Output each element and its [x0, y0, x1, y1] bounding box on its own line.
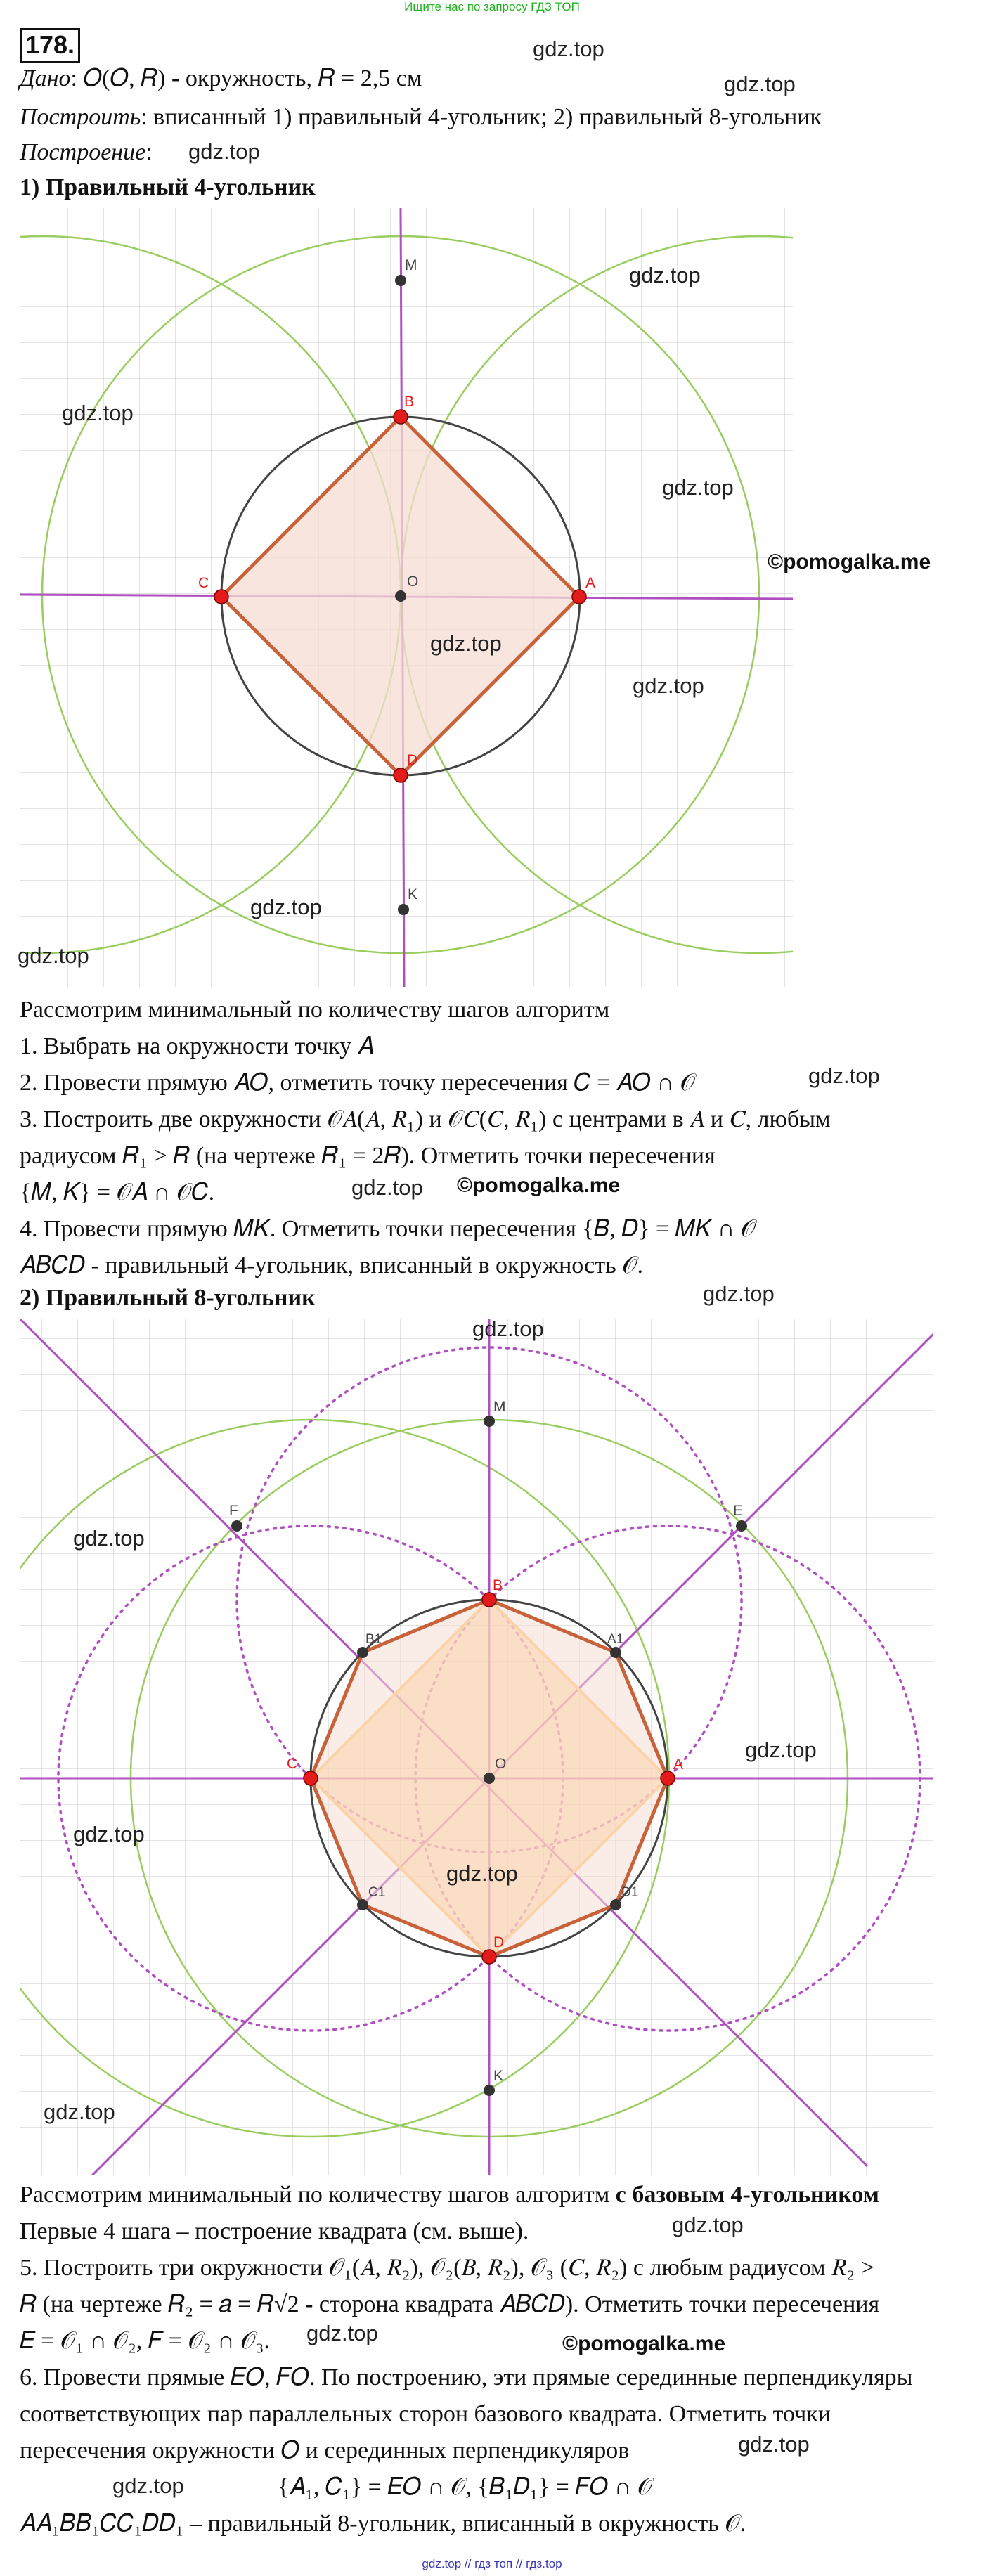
s2-line-5: соответствующих пар параллельных сторон базового квадрата. Отметить точки: [20, 2401, 831, 2427]
construction-colon: :: [145, 139, 153, 165]
watermark: gdz.top: [188, 139, 260, 164]
problem-number: 178.: [20, 28, 80, 63]
pomogalka-watermark: ©pomogalka.me: [562, 2332, 726, 2355]
given-text: : 𝑂(𝑂, 𝑅) - окружность, 𝑅 = 2,5 см: [70, 65, 422, 91]
watermark: gdz.top: [73, 1526, 145, 1551]
s2-line-3: 𝐸 = 𝒪₁ ∩ 𝒪₂, 𝐹 = 𝒪₂ ∩ 𝒪₃.: [20, 2328, 270, 2354]
watermark: gdz.top: [446, 1861, 518, 1886]
s2-line-0: Первые 4 шага – построение квадрата (см. выше).: [20, 2218, 529, 2244]
label-b: B: [404, 394, 415, 410]
construct-label: Построить: [20, 104, 141, 130]
watermark: gdz.top: [672, 2213, 744, 2237]
label-d1: D1: [621, 1885, 639, 1900]
label-o: O: [407, 574, 419, 590]
watermark: gdz.top: [703, 1281, 775, 1306]
watermark: gdz.top: [306, 2321, 378, 2345]
point-c1: [357, 1899, 368, 1910]
s2-intro: [20, 2180, 879, 2211]
watermark: gdz.top: [745, 1737, 817, 1762]
point-a: [572, 590, 586, 604]
figure-square: [20, 208, 793, 987]
label-e: E: [733, 1503, 744, 1519]
point-d-2: [482, 1950, 496, 1964]
s2-line-4: 6. Провести прямые 𝐸𝑂, 𝐹𝑂. По построению, эти прямые серединные перпендикуляры: [20, 2364, 913, 2390]
watermark: gdz.top: [250, 895, 322, 919]
s1-line-2: 2. Провести прямую 𝐴𝑂, отметить точку пересечения 𝐶 = 𝐴𝑂 ∩ 𝒪: [20, 1070, 695, 1096]
point-a-2: [661, 1771, 675, 1785]
label-a: A: [585, 575, 596, 591]
point-a1: [610, 1647, 621, 1658]
watermark: gdz.top: [662, 475, 734, 500]
construction-label: Построение: [20, 139, 146, 165]
watermark: gdz.top: [472, 1316, 544, 1341]
s1-line-5: {𝑀, 𝐾} = 𝒪𝐴 ∩ 𝒪𝐶.: [20, 1179, 215, 1205]
label-c1: C1: [368, 1885, 386, 1900]
point-c-2: [304, 1771, 318, 1785]
point-d1: [610, 1899, 621, 1910]
construct-text: : вписанный 1) правильный 4-угольник; 2) правильный 8-угольник: [141, 104, 822, 130]
point-f: [231, 1520, 242, 1532]
label-o-2: O: [495, 1756, 507, 1772]
label-k-2: K: [493, 2068, 504, 2084]
watermark: gdz.top: [738, 2432, 810, 2457]
watermark: gdz.top: [44, 2099, 115, 2124]
label-m-2: M: [493, 1399, 506, 1415]
point-b-2: [482, 1593, 496, 1607]
point-k-2: [484, 2085, 495, 2096]
point-o-2: [484, 1773, 495, 1784]
watermark: gdz.top: [629, 263, 701, 287]
point-e: [736, 1520, 747, 1532]
label-a1: A1: [607, 1632, 624, 1647]
construct-line: [20, 102, 822, 133]
top-note: Ищите нас по запросу ГДЗ ТОП: [404, 0, 580, 13]
point-b: [394, 410, 408, 424]
pomogalka-watermark: ©pomogalka.me: [768, 550, 931, 574]
label-b-2: B: [493, 1577, 503, 1593]
label-c-2: C: [287, 1756, 298, 1772]
label-f: F: [229, 1503, 238, 1519]
point-d: [394, 768, 408, 782]
s1-line-1: 1. Выбрать на окружности точку 𝐴: [20, 1033, 374, 1059]
label-a-2: A: [673, 1756, 684, 1773]
label-k: K: [408, 886, 418, 902]
label-c: C: [198, 575, 209, 591]
point-o: [395, 590, 406, 602]
section1-title: 1) Правильный 4-угольник: [20, 174, 316, 200]
watermark: gdz.top: [73, 1822, 145, 1846]
point-c: [214, 590, 228, 604]
watermark: gdz.top: [430, 631, 502, 656]
s2-line-1: 5. Построить три окружности 𝒪₁(𝐴, 𝑅₂), 𝒪₂(𝐵, 𝑅₂), 𝒪₃ (𝐶, 𝑅₂) с любым радиусом 𝑅₂ >: [20, 2255, 874, 2281]
given-line: [20, 63, 422, 94]
watermark: gdz.top: [724, 72, 796, 96]
s2-line-8: 𝐴𝐴₁𝐵𝐵₁𝐶𝐶₁𝐷𝐷₁ – правильный 8-угольник, вписанный в окружность 𝒪.: [20, 2511, 746, 2537]
s1-line-0: Рассмотрим минимальный по количеству шагов алгоритм: [20, 997, 610, 1023]
s2-line-6: пересечения окружности 𝑂 и серединных перпендикуляров: [20, 2438, 630, 2464]
point-b1: [357, 1647, 368, 1658]
section2-title: 2) Правильный 8-угольник: [20, 1285, 316, 1311]
watermark: gdz.top: [18, 943, 89, 968]
label-d-2: D: [493, 1934, 505, 1950]
label-d: D: [407, 752, 418, 768]
bottom-note: gdz.top // гдз топ // гдз.top: [422, 2557, 562, 2570]
label-b1: B1: [365, 1632, 382, 1647]
watermark: gdz.top: [533, 37, 604, 61]
s1-line-7: 𝐴𝐵𝐶𝐷 - правильный 4-угольник, вписанный в окружность 𝒪.: [20, 1253, 644, 1279]
watermark: gdz.top: [112, 2473, 184, 2498]
s1-line-4: радиусом 𝑅₁ > 𝑅 (на чертеже 𝑅₁ = 2𝑅). Отметить точки пересечения: [20, 1143, 716, 1169]
given-label: Дано: [20, 65, 71, 91]
watermark: gdz.top: [62, 401, 134, 425]
s1-line-3: 3. Построить две окружности 𝒪𝐴(𝐴, 𝑅₁) и 𝒪𝐶(𝐶, 𝑅₁) с центрами в 𝐴 и 𝐶, любым: [20, 1106, 831, 1132]
s2-line-2: 𝑅 (на чертеже 𝑅₂ = 𝑎 = 𝑅√2 - сторона квадрата 𝐴𝐵𝐶𝐷). Отметить точки пересечения: [20, 2291, 880, 2317]
point-k: [398, 904, 409, 915]
s2-intro-bold: с базовым 4-угольником: [615, 2182, 879, 2208]
s2-line-7: {𝐴₁, 𝐶₁} = 𝐸𝑂 ∩ 𝒪, {𝐵₁𝐷₁} = 𝐹𝑂 ∩ 𝒪: [278, 2474, 653, 2500]
s1-line-6: 4. Провести прямую 𝑀𝐾. Отметить точки пересечения {𝐵, 𝐷} = 𝑀𝐾 ∩ 𝒪: [20, 1216, 756, 1242]
watermark: gdz.top: [633, 673, 704, 698]
pomogalka-watermark: ©pomogalka.me: [457, 1174, 621, 1197]
s2-intro-plain: Рассмотрим минимальный по количеству шагов алгоритм: [20, 2182, 616, 2208]
watermark: gdz.top: [351, 1175, 423, 1200]
construction-line: [20, 137, 153, 168]
point-m-2: [484, 1416, 495, 1427]
point-m: [395, 275, 406, 286]
label-m: M: [405, 257, 417, 273]
watermark: gdz.top: [808, 1063, 880, 1088]
